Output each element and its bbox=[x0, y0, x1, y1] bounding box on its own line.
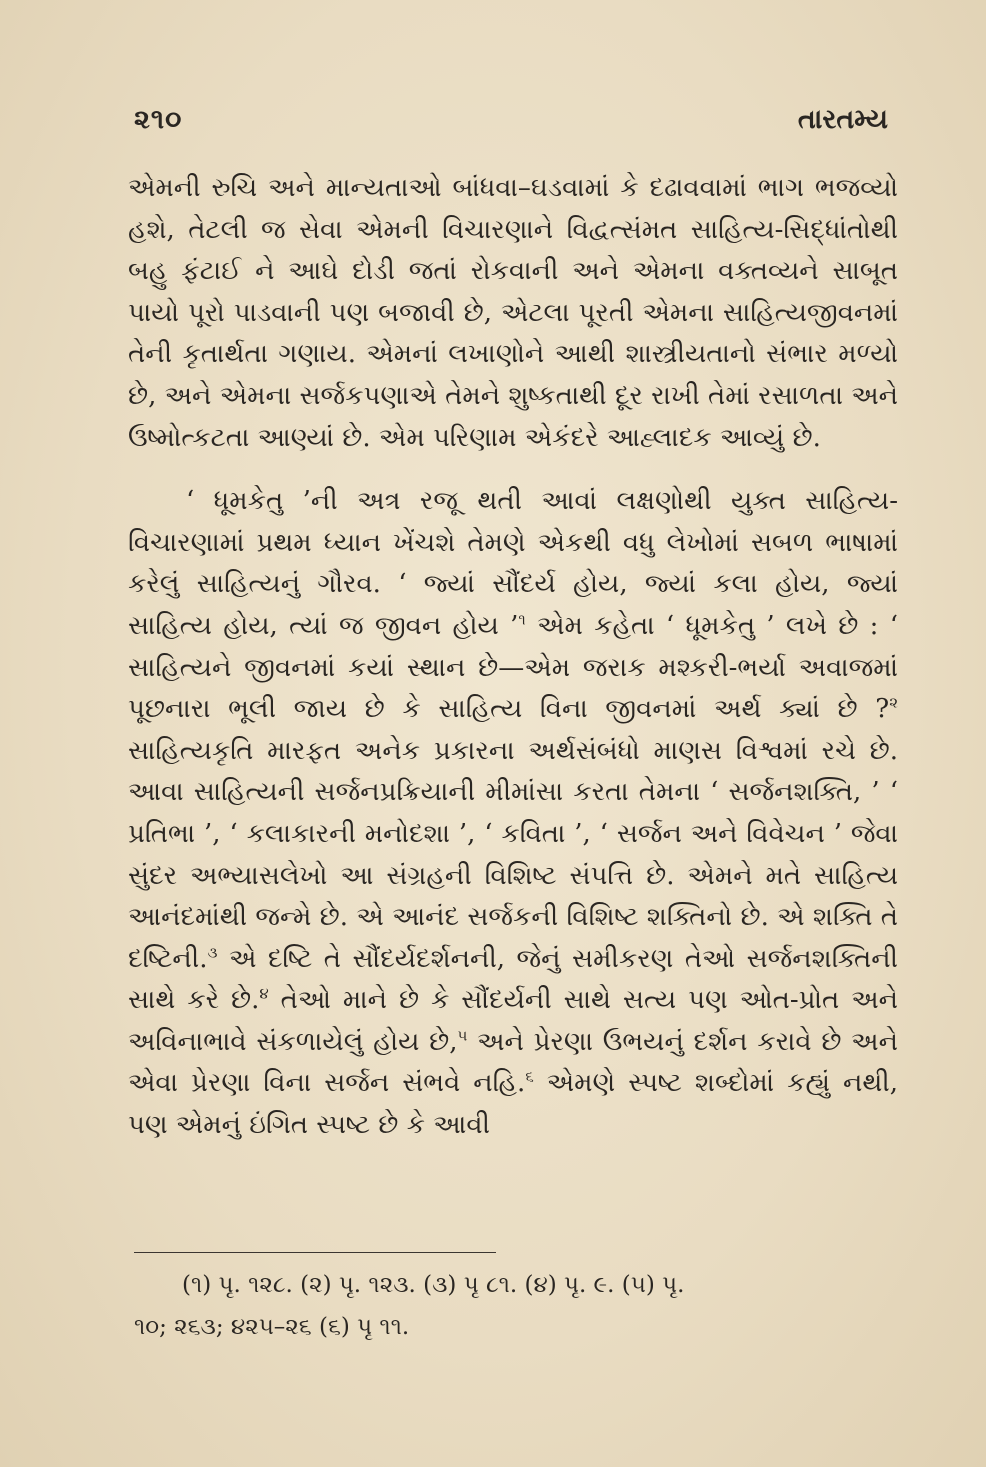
footnote-ref-5: ૫ bbox=[457, 1026, 468, 1045]
running-title: તારતમ્ય bbox=[797, 104, 888, 135]
paragraph-2 bbox=[128, 481, 898, 1147]
footnote-ref-6: ૬ bbox=[525, 1067, 534, 1086]
paragraph-2-segment: એમણે સ્પષ્ટ શબ્દોમાં કહ્યું નથી, પણ એમનું ઇંગિત સ્પષ્ટ છે કે આવી bbox=[128, 1068, 898, 1141]
footnote-ref-1: ૧ bbox=[518, 610, 526, 629]
footnote-line-2: ૧૦; ૨૬૩; ૪૨૫–૨૬ (૬) પૃ ૧૧. bbox=[134, 1314, 410, 1340]
paragraph-2-segment: ‘ ધૂમકેતુ ’ની અત્ર રજૂ થતી આવાં લક્ષણોથી યુક્ત સાહિત્ય-વિચારણામાં પ્રથમ ધ્યાન ખેંચશે તેમણે એકથી વધુ લેખોમાં સબળ ભાષામાં કરેલું સાહિત્યનું ગૌરવ. ‘ જ્યાં સૌંદર્ય હોય, જ્યાં કલા હોય, જ્યાં સાહિત્ય હોય, ત્યાં જ જીવન હોય ’ bbox=[128, 486, 898, 641]
footnote-divider bbox=[134, 1252, 496, 1253]
footnotes bbox=[134, 1264, 898, 1348]
footnote-ref-2: ૨ bbox=[889, 693, 898, 712]
paragraph-2-segment: એ દષ્ટિ તે સૌંદર્યદર્શનની, જેનું સમીકરણ તેઓ સર્જનશક્તિની સાથે કરે છે. bbox=[128, 943, 898, 1016]
footnote-line-1: (૧) પૃ. ૧૨૮. (૨) પૃ. ૧૨૩. (૩) પૃ ૮૧. (૪) પૃ. ૯. (૫) પૃ. bbox=[182, 1272, 685, 1298]
footnote-ref-4: ૪ bbox=[259, 984, 269, 1003]
body-text bbox=[128, 168, 898, 1147]
paragraph-1: એમની રુચિ અને માન્યતાઓ બાંધવા–ઘડવામાં કે દઢાવવામાં ભાગ ભજવ્યો હશે, તેટલી જ સેવા એમની વિચારણાને વિદ્વત્સંમત સાહિત્ય-સિદ્ધાંતોથી બહુ ફંટાઈ ને આઘે દોડી જતાં રોકવાની અને એમના વક્તવ્યને સાબૂત પાયો પૂરો પાડવાની પણ બજાવી છે, એટલા પૂરતી એમના સાહિત્યજીવનમાં તેની કૃતાર્થતા ગણાય. એમનાં લખાણોને આથી શાસ્ત્રીયતાનો સંભાર મળ્યો છે, અને એમના સર્જકપણાએ તેમને શુષ્કતાથી દૂર રાખી તેમાં રસાળતા અને ઉષ્મોત્કટતા આણ્યાં છે. એમ પરિણામ એકંદરે આહ્લાદક આવ્યું છે. bbox=[128, 173, 899, 453]
paragraph-2-segment: એમ કહેતા ‘ ધૂમકેતુ ’ લખે છે : ‘ સાહિત્યને જીવનમાં કયાં સ્થાન છે—એમ જરાક મશ્કરી-ભર્યા અવાજમાં પૂછનારા ભૂલી જાય છે કે સાહિત્ય વિના જીવનમાં અર્થ ક્યાં છે ? bbox=[128, 610, 898, 725]
footnote-ref-3: ૩ bbox=[207, 943, 218, 962]
page-number: ૨૧૦ bbox=[134, 104, 183, 135]
paragraph-2-segment: તેઓ માને છે કે સૌંદર્યની સાથે સત્ય પણ ઓત-પ્રોત અને અવિનાભાવે સંકળાયેલું હોય છે, bbox=[128, 985, 899, 1057]
paragraph-2-segment: સાહિત્યકૃતિ મારફત અનેક પ્રકારના અર્થસંબંધો માણસ વિશ્વમાં રચે છે. આવા સાહિત્યની સર્જનપ્રક્રિયાની મીમાંસા કરતા તેમના ‘ સર્જનશક્તિ, ’ ‘ પ્રતિભા ’, ‘ કલાકારની મનોદશા ’, ‘ કવિતા ’, ‘ સર્જન અને વિવેચન ’ જેવા સુંદર અભ્યાસલેખો આ સંગ્રહની વિશિષ્ટ સંપત્તિ છે. એમને મતે સાહિત્ય આનંદમાંથી જન્મે છે. એ આનંદ સર્જકની વિશિષ્ટ શક્તિનો છે. એ શક્તિ તે દષ્ટિની. bbox=[128, 735, 898, 974]
page-header bbox=[134, 104, 888, 144]
paragraph-2-segment: અને પ્રેરણા ઉભયનું દર્શન કરાવે છે અને એવા પ્રેરણા વિના સર્જન સંભવે નહિ. bbox=[128, 1026, 898, 1099]
